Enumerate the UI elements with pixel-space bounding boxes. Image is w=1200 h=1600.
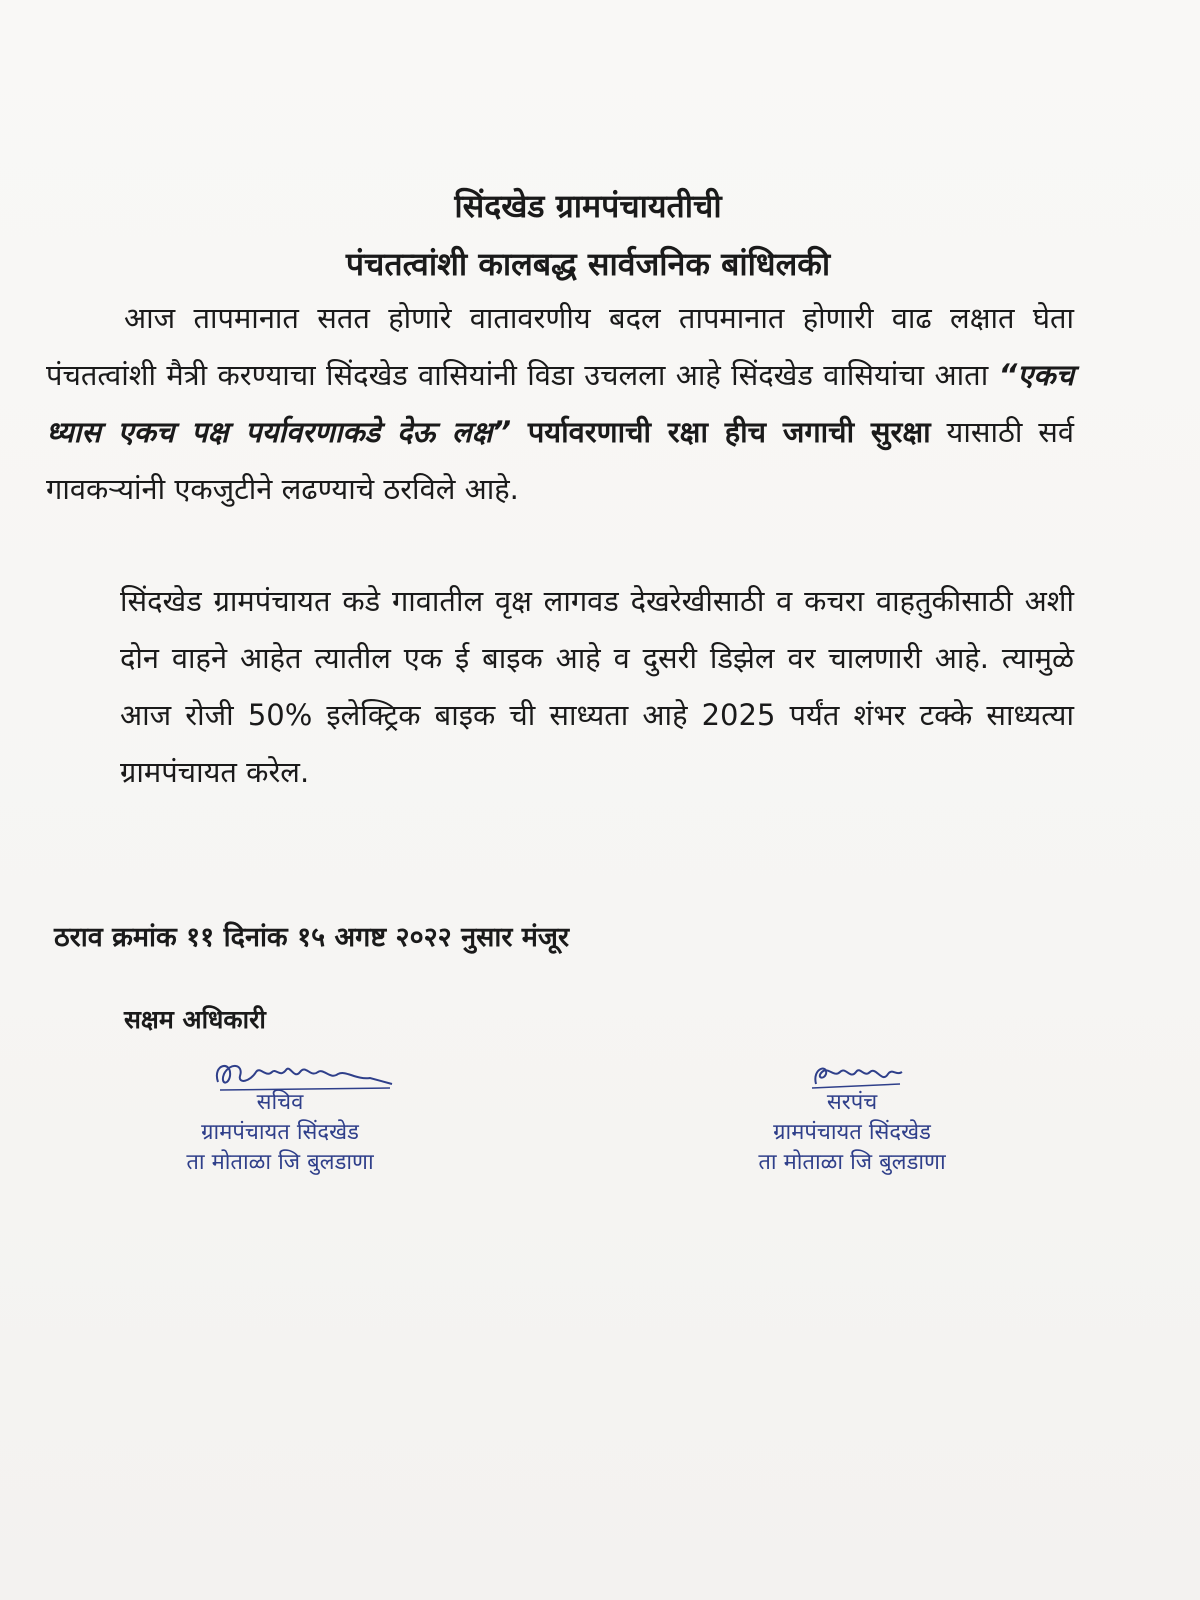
sarpanch-stamp-line1: ग्रामपंचायत सिंदखेड xyxy=(773,1120,931,1145)
sarpanch-stamp xyxy=(722,1054,982,1178)
secretary-role: सचिव xyxy=(256,1090,304,1115)
secretary-stamp-line1: ग्रामपंचायत सिंदखेड xyxy=(201,1120,359,1145)
document-title: सिंदखेड ग्रामपंचायतीची xyxy=(454,187,722,225)
slogan-quote: “एकच ध्यास एकच पक्ष पर्यावरणाकडे देऊ लक्ष” xyxy=(46,358,1074,449)
secretary-stamp-line2: ता मोताळा जि बुलडाणा xyxy=(186,1150,374,1175)
paragraph-1-text-end: यासाठी सर्व गावकऱ्यांनी एकजुटीने लढण्याचे ठरविले आहे. xyxy=(46,415,1074,506)
paragraph-1 xyxy=(46,290,1074,518)
sarpanch-stamp-line2: ता मोताळा जि बुलडाणा xyxy=(758,1150,946,1175)
slogan-bold: पर्यावरणाची रक्षा हीच जगाची सुरक्षा xyxy=(511,415,931,449)
competent-officer-label: सक्षम अधिकारी xyxy=(124,1005,266,1034)
secretary-stamp xyxy=(150,1054,410,1178)
paragraph-1-text: आज तापमानात सतत होणारे वातावरणीय बदल तापमानात होणारी वाढ लक्षात घेता पंचतत्वांशी मैत्री करण्याचा सिंदखेड वासियांनी विडा उचलला आहे सिंदखेड वासियांचा आता xyxy=(46,301,1074,392)
paragraph-2: सिंदखेड ग्रामपंचायत कडे गावातील वृक्ष लागवड देखरेखीसाठी व कचरा वाहतुकीसाठी अशी दोन वाहने आहेत त्यातील एक ई बाइक आहे व दुसरी डिझेल वर चालणारी आहे. त्यामुळे आज रोजी 50% इलेक्ट्रिक बाइक ची साध्यता आहे 2025 पर्यंत शंभर टक्के साध्यत्या ग्रामपंचायत करेल. xyxy=(120,584,1074,789)
sarpanch-role: सरपंच xyxy=(826,1090,878,1115)
resolution-line: ठराव क्रमांक ११ दिनांक १५ अगष्ट २०२२ नुसार मंजूर xyxy=(54,922,570,953)
document-subtitle: पंचतत्वांशी कालबद्ध सार्वजनिक बांधिलकी xyxy=(345,245,831,283)
